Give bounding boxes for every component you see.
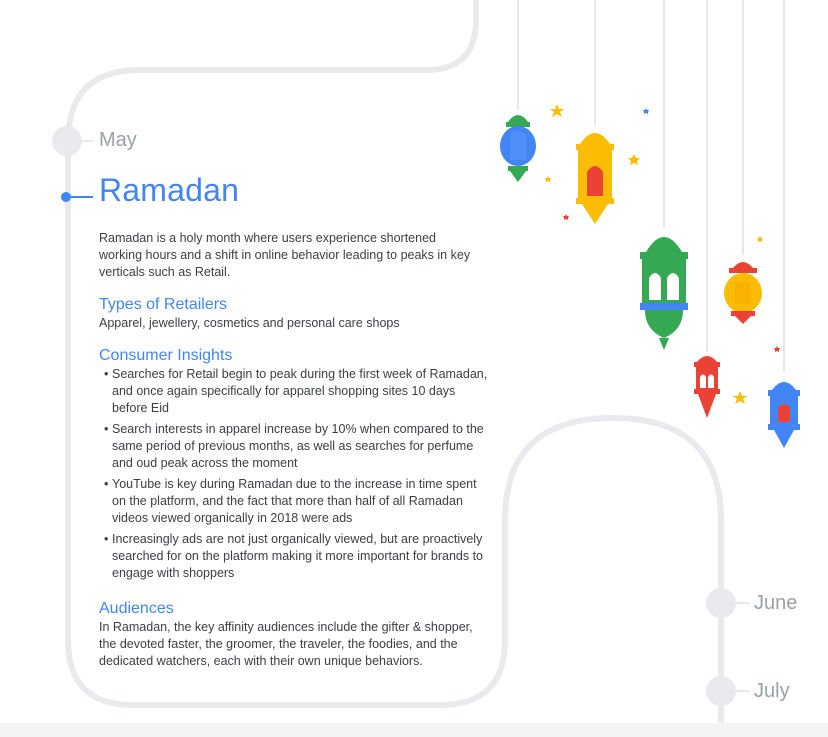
month-label-may: May (99, 129, 137, 151)
intro-paragraph: Ramadan is a holy month where users experience shortened working hours and a shift in online behavior leading to peaks in key verticals such as Retail. (99, 231, 471, 279)
page-title: Ramadan (99, 172, 240, 208)
list-item: • Searches for Retail begin to peak during the first week of Ramadan, and once again specifically for apparel shopping sites 10 days before Eid (104, 366, 489, 417)
ramadan-node (61, 192, 71, 202)
types-body: Apparel, jewellery, cosmetics and personal care shops (99, 316, 400, 330)
list-item: • YouTube is key during Ramadan due to the increase in time spent on the platform, and the fact that more than half of all Ramadan videos viewed organically in 2018 were ads (104, 476, 489, 527)
lantern-icon (576, 133, 614, 224)
lantern-icon (694, 356, 720, 418)
list-item: • Increasingly ads are not just organically viewed, but are proactively searched for on the platform making it more important for brands to engage with shoppers (104, 531, 489, 582)
types-heading: Types of Retailers (99, 296, 228, 313)
june-node (706, 588, 736, 618)
month-label-july: July (754, 680, 790, 702)
month-label-june: June (754, 592, 798, 614)
bottom-divider (0, 723, 828, 737)
lantern-icon (500, 115, 536, 182)
lantern-icon (724, 262, 762, 324)
insights-list (104, 366, 489, 586)
may-node (52, 126, 82, 156)
insights-heading: Consumer Insights (99, 347, 233, 364)
audiences-body: In Ramadan, the key affinity audiences include the gifter & shopper, the devoted faster, the groomer, the traveler, the foodies, and the dedicated watchers, each with their own unique behaviors. (99, 620, 473, 668)
audiences-heading: Audiences (99, 600, 174, 617)
list-item: • Search interests in apparel increase by 10% when compared to the same period of previous months, as well as searches for perfume and oud peak across the moment (104, 421, 489, 472)
july-node (706, 676, 736, 706)
lantern-icon (640, 237, 688, 350)
lantern-icon (768, 382, 800, 448)
